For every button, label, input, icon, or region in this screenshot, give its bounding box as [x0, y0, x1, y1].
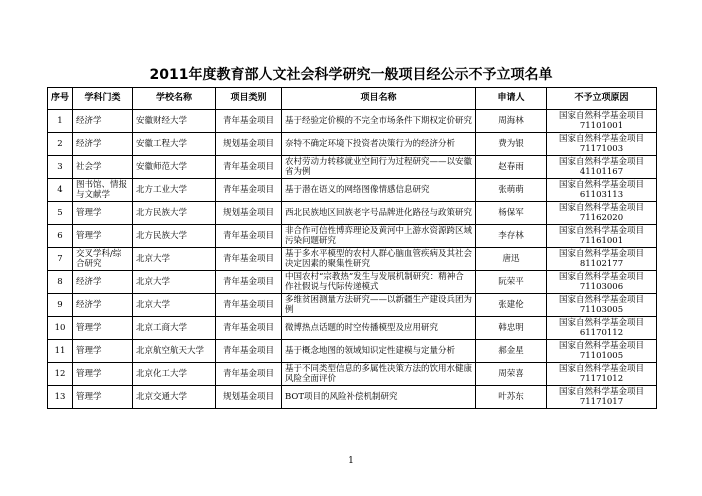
cell-applicant: 周荣喜 — [476, 363, 547, 386]
cell-discipline: 管理学 — [73, 386, 133, 409]
col-header-reason: 不予立项原因 — [547, 88, 657, 110]
cell-school: 北京大学 — [133, 294, 216, 317]
cell-reason: 国家自然科学基金项目71171017 — [547, 386, 657, 409]
cell-applicant: 韩忠明 — [476, 317, 547, 340]
cell-reason: 国家自然科学基金项目71171012 — [547, 363, 657, 386]
cell-no: 12 — [48, 363, 73, 386]
cell-project: 中国农村“宗教热”发生与发展机制研究：精神合作社假说与代际传递模式 — [282, 271, 476, 294]
table-row — [48, 202, 657, 225]
cell-project: 基于概念地图的领域知识定性建模与定量分析 — [282, 340, 476, 363]
cell-applicant: 费为银 — [476, 133, 547, 156]
cell-discipline: 社会学 — [73, 156, 133, 179]
cell-applicant: 张建伦 — [476, 294, 547, 317]
cell-reason: 国家自然科学基金项目71161001 — [547, 225, 657, 248]
cell-reason: 国家自然科学基金项目81102177 — [547, 248, 657, 271]
col-header-discipline: 学科门类 — [73, 88, 133, 110]
header-row — [48, 88, 657, 110]
cell-applicant: 杨保军 — [476, 202, 547, 225]
cell-discipline: 管理学 — [73, 225, 133, 248]
cell-project: 基于潜在语义的网络图像情感信息研究 — [282, 179, 476, 202]
cell-reason: 国家自然科学基金项目71171003 — [547, 133, 657, 156]
col-header-no: 序号 — [48, 88, 73, 110]
cell-reason: 国家自然科学基金项目61170112 — [547, 317, 657, 340]
cell-category: 青年基金项目 — [216, 340, 282, 363]
cell-applicant: 唐迅 — [476, 248, 547, 271]
table-row — [48, 340, 657, 363]
cell-school: 北京航空航天大学 — [133, 340, 216, 363]
cell-school: 北京工商大学 — [133, 317, 216, 340]
cell-reason: 国家自然科学基金项目71103005 — [547, 294, 657, 317]
cell-category: 青年基金项目 — [216, 271, 282, 294]
cell-discipline: 经济学 — [73, 271, 133, 294]
cell-category: 规划基金项目 — [216, 386, 282, 409]
page-title: 2011年度教育部人文社会科学研究一般项目经公示不予立项名单 — [149, 67, 553, 83]
cell-reason: 国家自然科学基金项目71101001 — [547, 110, 657, 133]
table-row — [48, 156, 657, 179]
rejection-table — [47, 87, 657, 409]
cell-discipline: 图书馆、情报与文献学 — [73, 179, 133, 202]
table-row — [48, 271, 657, 294]
cell-school: 安徽财经大学 — [133, 110, 216, 133]
table-row — [48, 363, 657, 386]
cell-project: 西北民族地区回族老字号品牌进化路径与政策研究 — [282, 202, 476, 225]
cell-applicant: 张萌萌 — [476, 179, 547, 202]
cell-project: 奈特不确定环境下投资者决策行为的经济分析 — [282, 133, 476, 156]
cell-discipline: 经济学 — [73, 133, 133, 156]
cell-school: 北方民族大学 — [133, 225, 216, 248]
cell-applicant: 阮荣平 — [476, 271, 547, 294]
cell-applicant: 叶苏东 — [476, 386, 547, 409]
cell-reason: 国家自然科学基金项目61103113 — [547, 179, 657, 202]
cell-category: 规划基金项目 — [216, 133, 282, 156]
cell-no: 11 — [48, 340, 73, 363]
cell-category: 青年基金项目 — [216, 156, 282, 179]
table-row — [48, 386, 657, 409]
cell-discipline: 管理学 — [73, 202, 133, 225]
cell-school: 北京交通大学 — [133, 386, 216, 409]
cell-no: 4 — [48, 179, 73, 202]
cell-applicant: 赵春雨 — [476, 156, 547, 179]
cell-project: BOT项目的风险补偿机制研究 — [282, 386, 476, 409]
cell-category: 青年基金项目 — [216, 317, 282, 340]
cell-project: 微博热点话题的时空传播模型及应用研究 — [282, 317, 476, 340]
cell-reason: 国家自然科学基金项目41101167 — [547, 156, 657, 179]
cell-no: 8 — [48, 271, 73, 294]
cell-discipline: 管理学 — [73, 363, 133, 386]
cell-school: 安徽师范大学 — [133, 156, 216, 179]
cell-no: 7 — [48, 248, 73, 271]
col-header-school: 学校名称 — [133, 88, 216, 110]
table-row — [48, 294, 657, 317]
table-row — [48, 179, 657, 202]
cell-project: 多维贫困测量方法研究——以新疆生产建设兵团为例 — [282, 294, 476, 317]
cell-no: 1 — [48, 110, 73, 133]
cell-school: 北京大学 — [133, 248, 216, 271]
cell-category: 青年基金项目 — [216, 110, 282, 133]
cell-project: 基于多水平模型的农村人群心脑血管疾病及其社会决定因素的聚集性研究 — [282, 248, 476, 271]
cell-no: 3 — [48, 156, 73, 179]
cell-no: 10 — [48, 317, 73, 340]
cell-no: 5 — [48, 202, 73, 225]
col-header-applicant: 申请人 — [476, 88, 547, 110]
cell-category: 青年基金项目 — [216, 179, 282, 202]
cell-discipline: 经济学 — [73, 110, 133, 133]
cell-category: 青年基金项目 — [216, 225, 282, 248]
cell-school: 北京化工大学 — [133, 363, 216, 386]
cell-project: 农村劳动力转移就业空间行为过程研究——以安徽省为例 — [282, 156, 476, 179]
cell-category: 青年基金项目 — [216, 248, 282, 271]
cell-school: 北京大学 — [133, 271, 216, 294]
cell-project: 基于经验定价模的不完全市场条件下期权定价研究 — [282, 110, 476, 133]
cell-no: 2 — [48, 133, 73, 156]
cell-no: 13 — [48, 386, 73, 409]
cell-project: 非合作可信性博弈理论及黄河中上游水资源跨区域污染问题研究 — [282, 225, 476, 248]
cell-project: 基于不同类型信息的多属性决策方法的饮用水健康风险全面评价 — [282, 363, 476, 386]
cell-no: 9 — [48, 294, 73, 317]
cell-applicant: 郝金星 — [476, 340, 547, 363]
table-row — [48, 225, 657, 248]
cell-reason: 国家自然科学基金项目71101005 — [547, 340, 657, 363]
cell-applicant: 李存林 — [476, 225, 547, 248]
col-header-category: 项目类别 — [216, 88, 282, 110]
table-row — [48, 133, 657, 156]
cell-school: 安徽工程大学 — [133, 133, 216, 156]
col-header-project: 项目名称 — [282, 88, 476, 110]
cell-discipline: 管理学 — [73, 317, 133, 340]
cell-applicant: 周海林 — [476, 110, 547, 133]
cell-discipline: 经济学 — [73, 294, 133, 317]
cell-no: 6 — [48, 225, 73, 248]
cell-school: 北方民族大学 — [133, 202, 216, 225]
table-row — [48, 317, 657, 340]
cell-school: 北方工业大学 — [133, 179, 216, 202]
cell-category: 规划基金项目 — [216, 202, 282, 225]
cell-discipline: 交叉学科/综合研究 — [73, 248, 133, 271]
cell-discipline: 管理学 — [73, 340, 133, 363]
cell-reason: 国家自然科学基金项目71162020 — [547, 202, 657, 225]
page-number: 1 — [348, 456, 354, 466]
cell-category: 青年基金项目 — [216, 363, 282, 386]
table-row — [48, 248, 657, 271]
cell-category: 青年基金项目 — [216, 294, 282, 317]
cell-reason: 国家自然科学基金项目71103006 — [547, 271, 657, 294]
table-row — [48, 110, 657, 133]
